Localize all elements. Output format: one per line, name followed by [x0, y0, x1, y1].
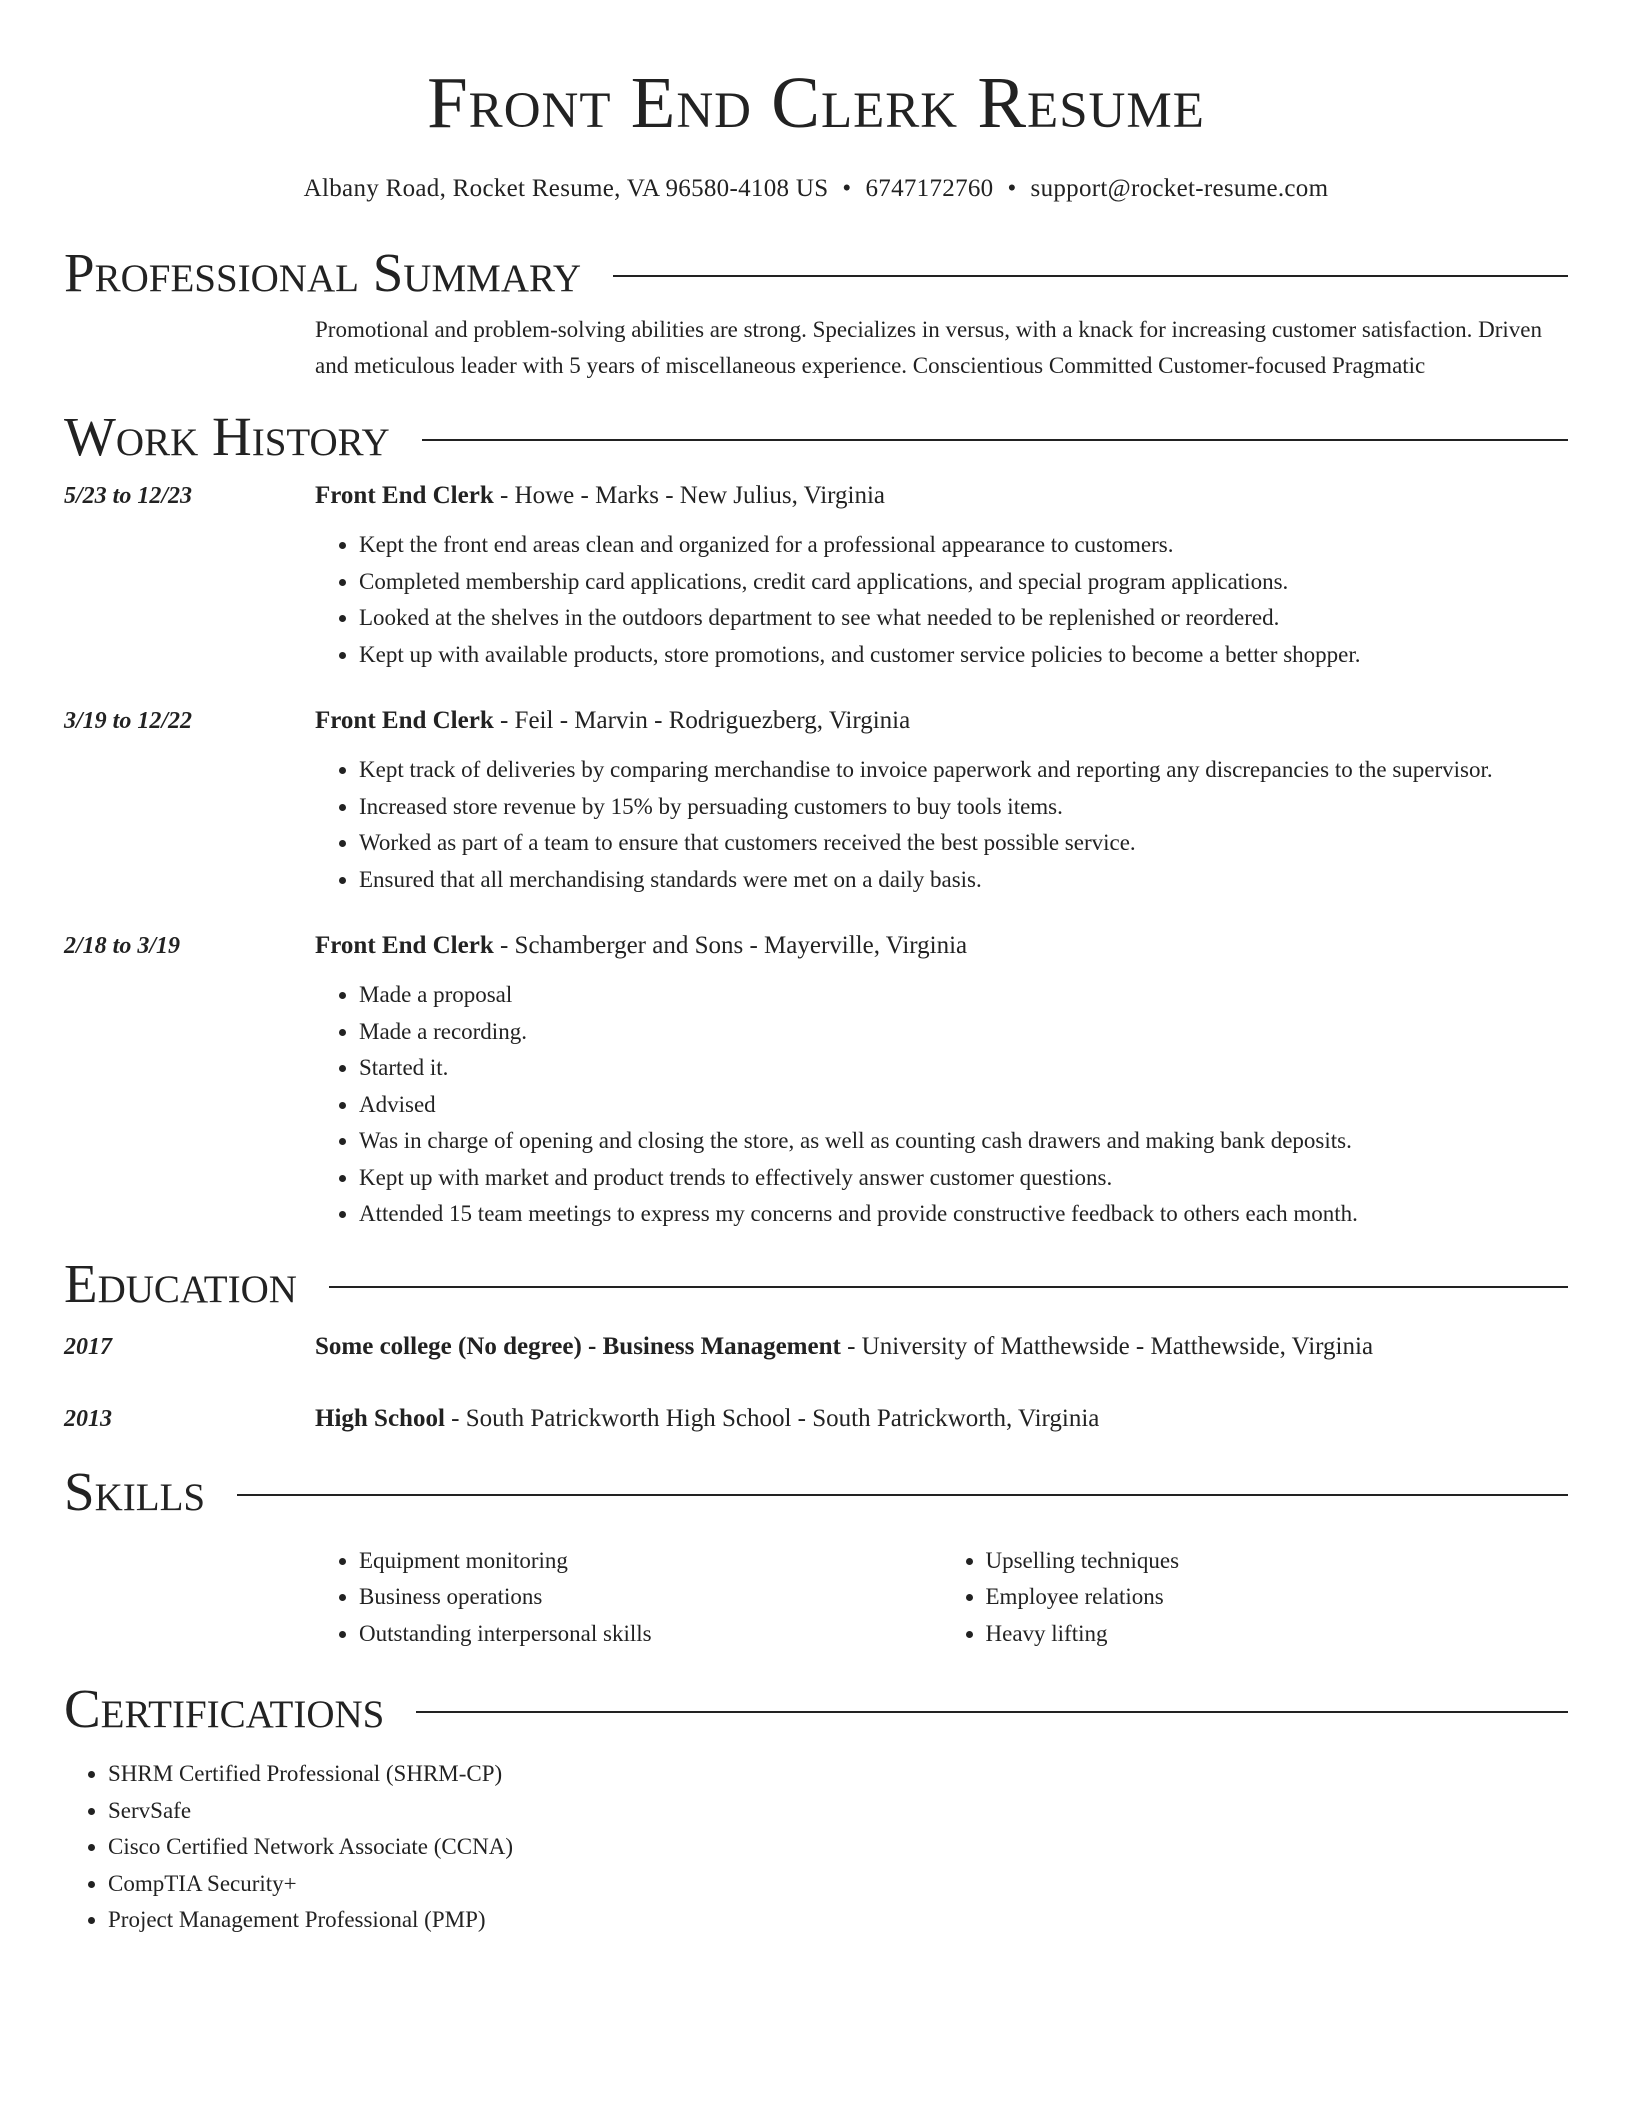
certifications-section [64, 1678, 1568, 1939]
contact-separator: • [1007, 175, 1017, 202]
resume-title: Front End Clerk Resume [427, 62, 1205, 143]
job-entry [64, 930, 1568, 1233]
skill-item: • Employee relations [986, 1579, 1569, 1616]
education-body [315, 1331, 1568, 1363]
job-bullet: • Completed membership card applications, credit card applications, and special program applications. [359, 564, 1568, 601]
education-heading: Education [64, 1252, 297, 1314]
summary-section [64, 242, 1568, 384]
section-divider [613, 275, 1568, 277]
job-heading [315, 705, 1568, 737]
contact-phone: 6747172760 [865, 175, 994, 202]
skill-item: • Business operations [359, 1579, 942, 1616]
job-role: Front End Clerk [315, 707, 494, 734]
work-history-heading: Work History [64, 406, 390, 467]
job-bullet: • Made a proposal [359, 977, 1568, 1014]
job-bullets [315, 752, 1568, 898]
job-bullet: • Kept track of deliveries by comparing merchandise to invoice paperwork and reporting any discrepancies to the supervisor. [359, 752, 1568, 789]
job-dates: 3/19 to 12/22 [64, 708, 193, 734]
summary-heading: Professional Summary [64, 242, 582, 303]
contact-address: Albany Road, Rocket Resume, VA 96580-4108 US [303, 175, 829, 202]
job-bullet: • Ensured that all merchandising standards were met on a daily basis. [359, 862, 1568, 899]
job-heading [315, 930, 1568, 962]
job-dates: 2/18 to 3/19 [64, 933, 181, 959]
skill-item: • Upselling techniques [986, 1543, 1569, 1580]
skill-item: • Heavy lifting [986, 1616, 1569, 1653]
job-body [315, 705, 1568, 898]
job-heading [315, 480, 1568, 512]
section-divider [422, 439, 1568, 441]
job-details: - Feil - Marvin - Rodriguezberg, Virginia [493, 707, 911, 734]
education-heading-line [315, 1403, 1568, 1435]
job-bullet: • Kept up with available products, store promotions, and customer service policies to become a better shopper. [359, 637, 1568, 674]
skill-item: • Equipment monitoring [359, 1543, 942, 1580]
contact-email: support@rocket-resume.com [1030, 175, 1329, 202]
job-role: Front End Clerk [315, 932, 494, 959]
contact-separator: • [842, 175, 852, 202]
education-details: - South Patrickworth High School - South Patrickworth, Virginia [444, 1404, 1100, 1432]
certifications-list [64, 1756, 1568, 1939]
education-heading-line [315, 1331, 1568, 1363]
certifications-header [64, 1678, 1568, 1740]
education-body [315, 1403, 1568, 1435]
section-divider [416, 1711, 1568, 1713]
job-role: Front End Clerk [315, 482, 494, 509]
job-bullet: • Advised [359, 1087, 1568, 1124]
skills-list-left [315, 1543, 942, 1653]
skills-section [64, 1461, 1568, 1653]
certification-item: • CompTIA Security+ [108, 1866, 1568, 1903]
work-history-section [64, 406, 1568, 1233]
skills-columns [315, 1543, 1568, 1653]
certification-item: • SHRM Certified Professional (SHRM-CP) [108, 1756, 1568, 1793]
job-bullet: • Kept the front end areas clean and organized for a professional appearance to customers. [359, 527, 1568, 564]
certification-item: • Cisco Certified Network Associate (CCNA) [108, 1829, 1568, 1866]
job-body [315, 930, 1568, 1233]
job-bullets [315, 527, 1568, 673]
education-degree: Some college (No degree) - Business Management [315, 1332, 841, 1360]
job-bullets [315, 977, 1568, 1233]
education-section [64, 1253, 1568, 1435]
certifications-heading: Certifications [64, 1678, 385, 1739]
job-entry [64, 705, 1568, 898]
skills-header [64, 1461, 1568, 1523]
section-divider [329, 1286, 1568, 1288]
education-year: 2013 [64, 1405, 112, 1432]
summary-header [64, 242, 1568, 304]
education-header [64, 1253, 1568, 1315]
job-entry [64, 480, 1568, 673]
skill-item: • Outstanding interpersonal skills [359, 1616, 942, 1653]
job-dates: 5/23 to 12/23 [64, 483, 193, 509]
education-entry [64, 1403, 1568, 1435]
summary-text: Promotional and problem-solving abilities are strong. Specializes in versus, with a knack for increasing customer satisfaction. Driven and meticulous leader with 5 years of miscellaneous experience. Conscientious Committed Customer-focused Pragmatic [315, 317, 1542, 378]
job-bullet: • Made a recording. [359, 1014, 1568, 1051]
job-bullet: • Started it. [359, 1050, 1568, 1087]
certification-item: • ServSafe [108, 1793, 1568, 1830]
job-bullet: • Kept up with market and product trends to effectively answer customer questions. [359, 1160, 1568, 1197]
job-details: - Schamberger and Sons - Mayerville, Virginia [493, 932, 968, 959]
education-year: 2017 [64, 1333, 112, 1360]
certification-item: • Project Management Professional (PMP) [108, 1902, 1568, 1939]
education-degree: High School [315, 1404, 445, 1432]
section-divider [237, 1494, 1568, 1496]
contact-line [64, 174, 1568, 204]
job-details: - Howe - Marks - New Julius, Virginia [493, 482, 886, 509]
job-bullet: • Was in charge of opening and closing the store, as well as counting cash drawers and making bank deposits. [359, 1123, 1568, 1160]
education-details: - University of Matthewside - Matthewside, Virginia [840, 1332, 1374, 1360]
skills-heading: Skills [64, 1460, 206, 1522]
work-history-header [64, 406, 1568, 468]
education-entry [64, 1331, 1568, 1363]
job-bullet: • Looked at the shelves in the outdoors department to see what needed to be replenished or reordered. [359, 600, 1568, 637]
job-body [315, 480, 1568, 673]
job-bullet: • Worked as part of a team to ensure that customers received the best possible service. [359, 825, 1568, 862]
skills-list-right [942, 1543, 1569, 1653]
job-bullet: • Attended 15 team meetings to express my concerns and provide constructive feedback to others each month. [359, 1196, 1568, 1233]
job-bullet: • Increased store revenue by 15% by persuading customers to buy tools items. [359, 789, 1568, 826]
